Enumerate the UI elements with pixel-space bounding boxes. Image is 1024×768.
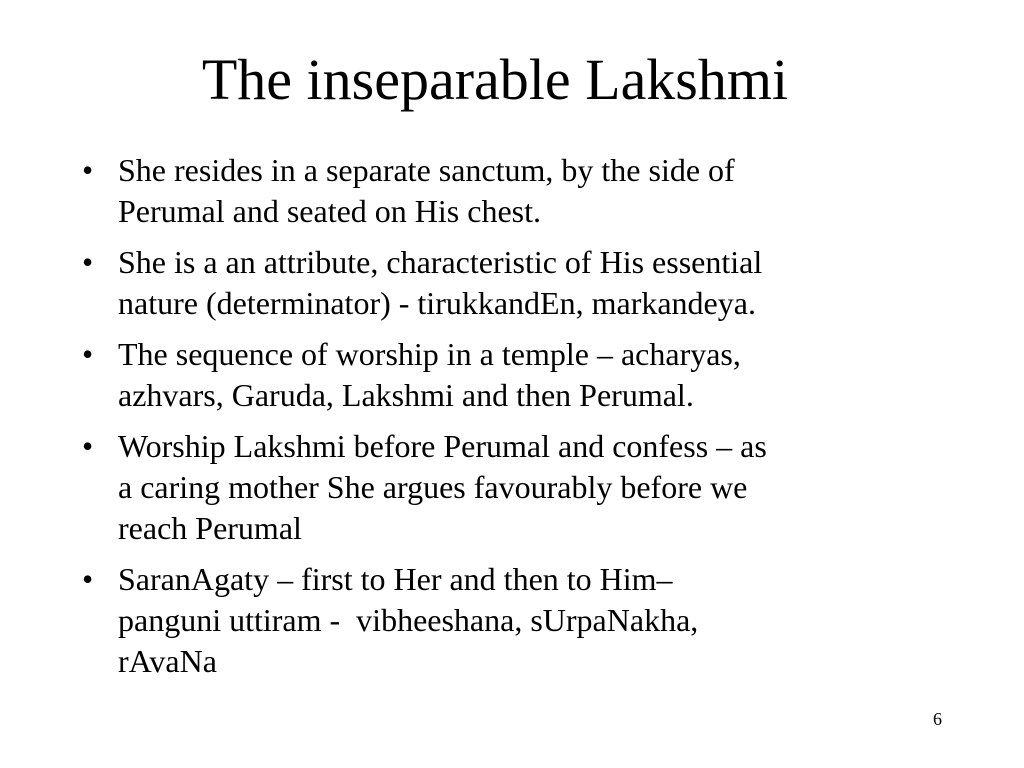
bullet-item	[78, 242, 958, 324]
bullet-line: nature (determinator) - tirukkandEn, markandeya.	[118, 285, 756, 321]
bullet-icon: •	[82, 152, 94, 188]
bullet-icon: •	[82, 244, 94, 280]
bullet-item	[78, 150, 958, 232]
bullet-text	[118, 559, 958, 682]
bullet-line: Perumal and seated on His chest.	[118, 193, 541, 229]
bullet-text	[118, 334, 958, 416]
bullet-line: azhvars, Garuda, Lakshmi and then Perumal.	[118, 377, 694, 413]
bullet-text	[118, 150, 958, 232]
bullet-line: The sequence of worship in a temple – acharyas,	[118, 336, 741, 372]
page-number: 6	[933, 709, 942, 729]
bullet-line: She resides in a separate sanctum, by the side of	[118, 152, 735, 188]
bullet-line: reach Perumal	[118, 510, 302, 546]
bullet-list	[78, 150, 958, 692]
bullet-item	[78, 334, 958, 416]
slide-title: The inseparable Lakshmi	[201, 47, 789, 112]
bullet-icon: •	[82, 336, 94, 372]
bullet-line: SaranAgaty – first to Her and then to Him–	[118, 561, 673, 597]
bullet-line: rAvaNa	[118, 643, 217, 679]
bullet-line: She is a an attribute, characteristic of His essential	[118, 244, 763, 280]
bullet-item	[78, 559, 958, 682]
bullet-line: a caring mother She argues favourably before we	[118, 469, 748, 505]
bullet-line: Worship Lakshmi before Perumal and confess – as	[118, 428, 767, 464]
bullet-text	[118, 426, 958, 549]
bullet-icon: •	[82, 561, 94, 597]
bullet-line: panguni uttiram - vibheeshana, sUrpaNakha,	[118, 602, 699, 638]
bullet-icon: •	[82, 428, 94, 464]
bullet-item	[78, 426, 958, 549]
bullet-text	[118, 242, 958, 324]
